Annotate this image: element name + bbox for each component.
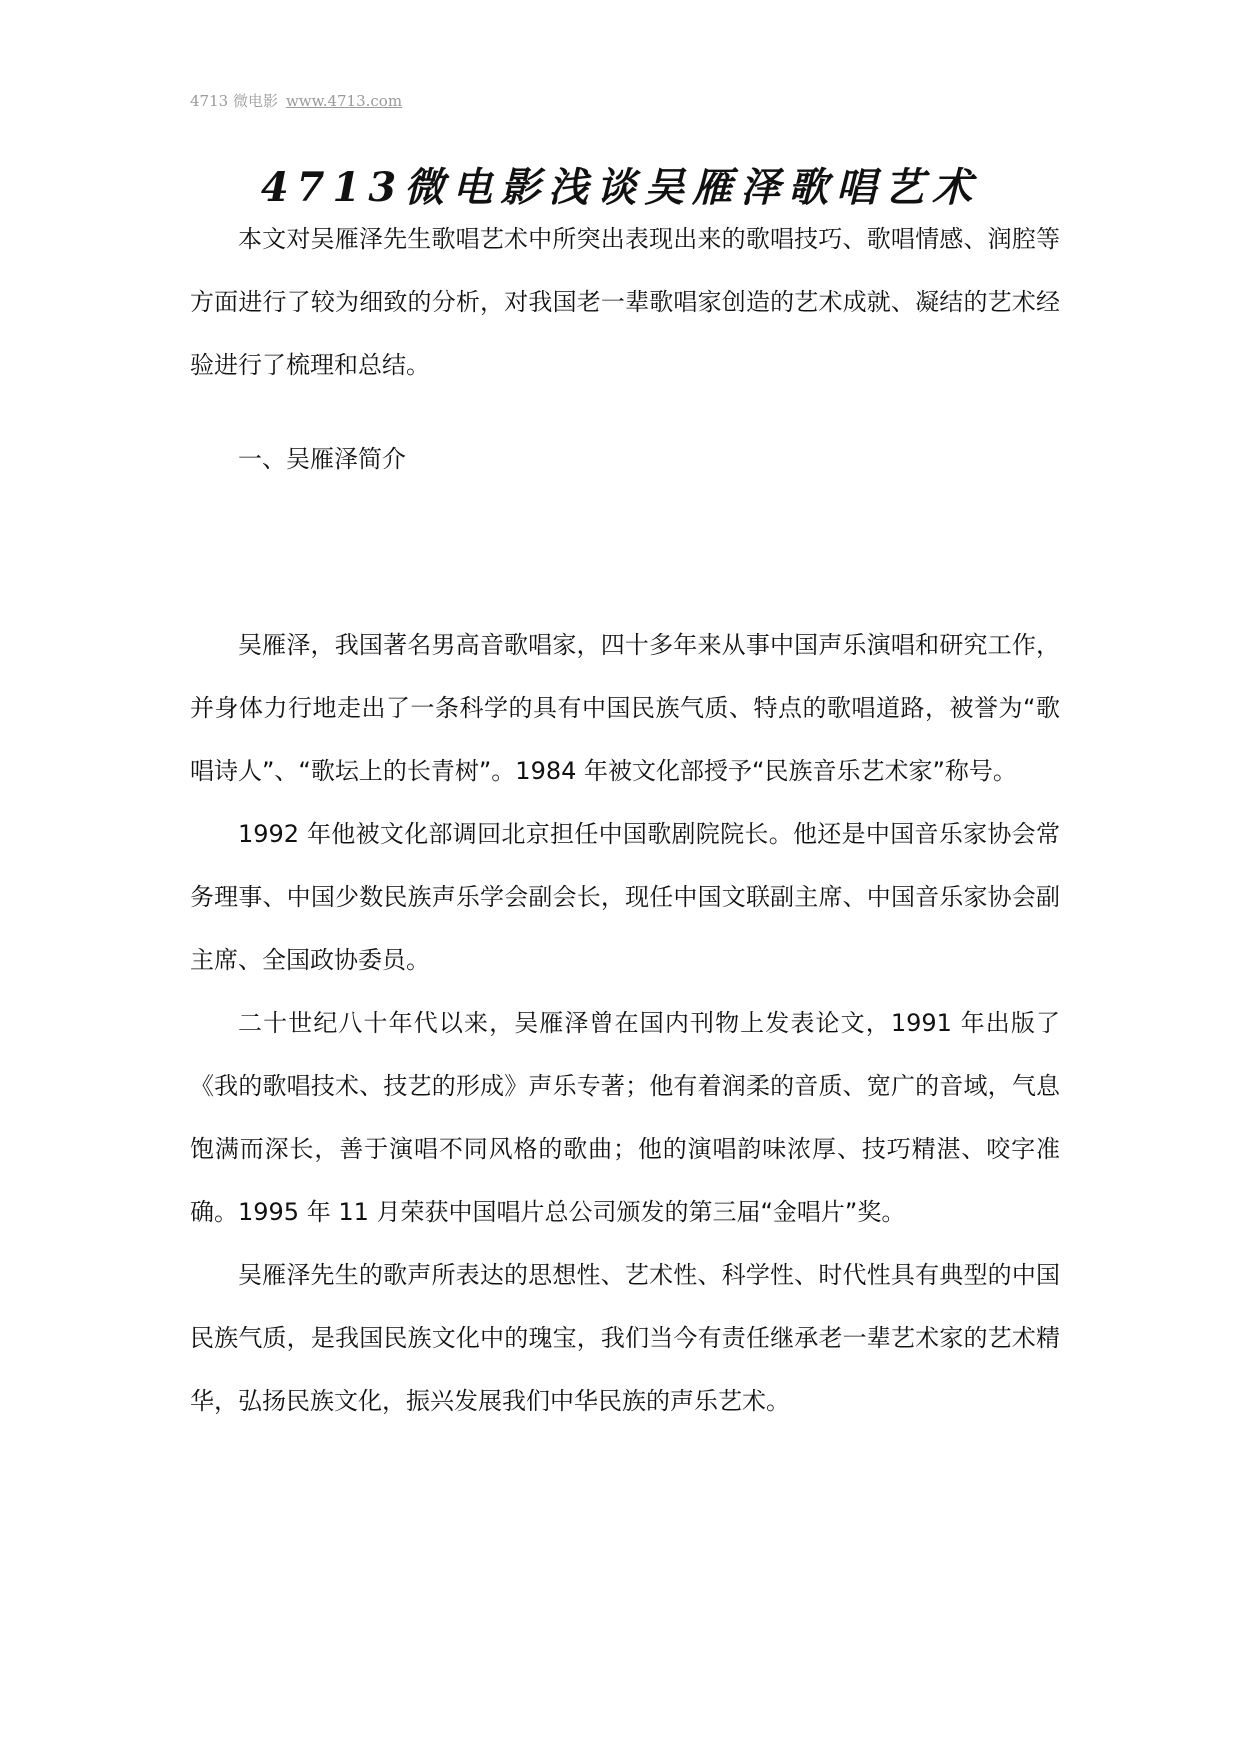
section-body <box>190 614 1060 1433</box>
intro-block <box>190 208 1060 397</box>
section-heading: 一、吴雁泽简介 <box>238 445 406 473</box>
document-title: 4713微电影浅谈吴雁泽歌唱艺术 <box>260 164 981 211</box>
body-paragraph: 二十世纪八十年代以来，吴雁泽曾在国内刊物上发表论文，1991 年出版了《我的歌唱技术、技艺的形成》声乐专著；他有着润柔的音质、宽广的音域，气息饱满而深长，善于演唱不同风格的歌曲；他的演唱韵味浓厚、技巧精湛、咬字准确。1995 年 11 月荣获中国唱片总公司颁发的第三届“金唱片”奖。 <box>190 1009 1060 1226</box>
section-heading-block <box>190 428 1060 491</box>
header-site-link[interactable]: www.4713.com <box>285 92 403 110</box>
body-paragraph: 吴雁泽，我国著名男高音歌唱家，四十多年来从事中国声乐演唱和研究工作，并身体力行地走出了一条科学的具有中国民族气质、特点的歌唱道路，被誉为“歌唱诗人”、“歌坛上的长青树”。1984 年被文化部授予“民族音乐艺术家”称号。 <box>190 631 1060 785</box>
body-paragraph: 1992 年他被文化部调回北京担任中国歌剧院院长。他还是中国音乐家协会常务理事、中国少数民族声乐学会副会长，现任中国文联副主席、中国音乐家协会副主席、全国政协委员。 <box>190 820 1060 974</box>
body-paragraph: 吴雁泽先生的歌声所表达的思想性、艺术性、科学性、时代性具有典型的中国民族气质，是我国民族文化中的瑰宝，我们当今有责任继承老一辈艺术家的艺术精华，弘扬民族文化，振兴发展我们中华民族的声乐艺术。 <box>190 1261 1060 1415</box>
intro-paragraph: 本文对吴雁泽先生歌唱艺术中所突出表现出来的歌唱技巧、歌唱情感、润腔等方面进行了较为细致的分析，对我国老一辈歌唱家创造的艺术成就、凝结的艺术经验进行了梳理和总结。 <box>190 225 1060 379</box>
header-brand: 4713 微电影 <box>190 92 278 110</box>
page-header <box>190 90 402 111</box>
